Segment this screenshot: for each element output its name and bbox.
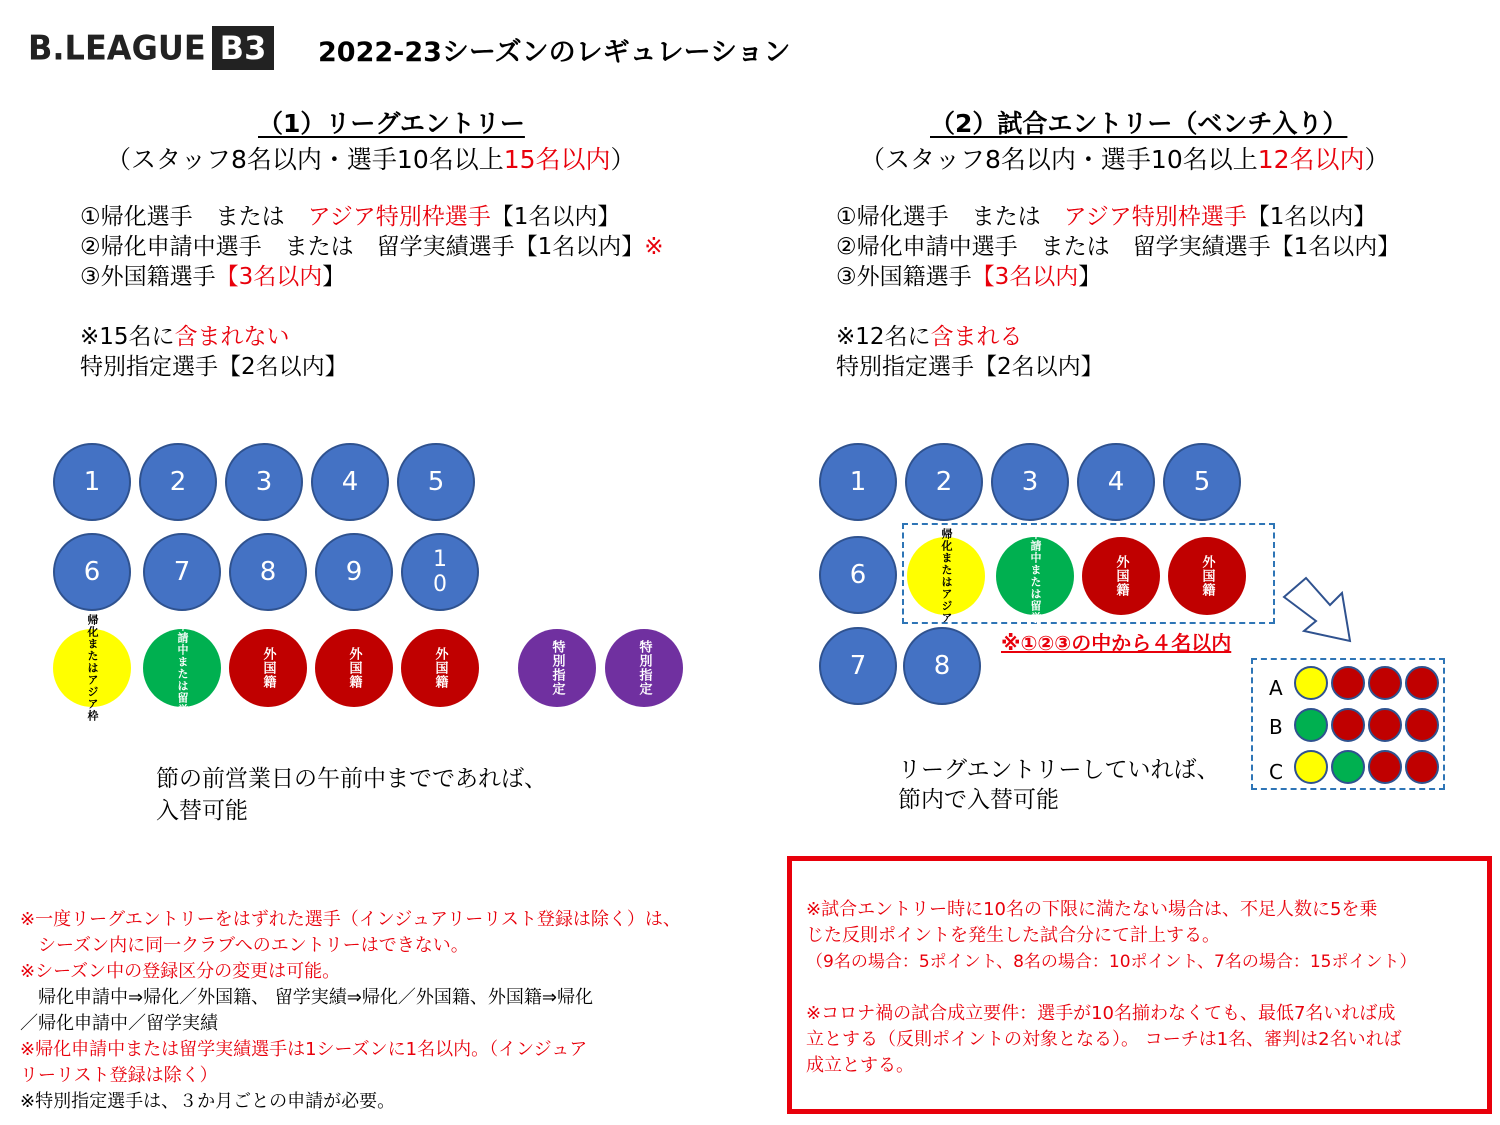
right-player-circle: 7	[819, 627, 897, 705]
left-rule-2-mark: ※	[644, 234, 664, 260]
combo-label: B	[1269, 715, 1283, 739]
left-section-title: （1）リーグエントリー	[258, 109, 525, 138]
special-designation-label: 特別指定	[636, 640, 652, 696]
applicant-or-study-circle	[996, 528, 1074, 624]
logo-text: B.LEAGUE	[28, 28, 206, 68]
naturalized-or-asia-label: 帰化またはアジア	[940, 528, 953, 624]
combo-dot	[1331, 708, 1365, 742]
right-sub-text: （スタッフ8名以内・選手10名以上	[860, 145, 1258, 174]
footnote-3	[20, 1037, 587, 1063]
special-designation-label: 特別指定	[549, 640, 565, 696]
right-rule-3-text: ③外国籍選手	[836, 264, 972, 290]
left-rule-3	[80, 262, 345, 292]
footnote-2-detail: 帰化申請中⇒帰化／外国籍、 留学実績⇒帰化／外国籍、外国籍⇒帰化	[20, 987, 593, 1008]
footnote-4: ※特別指定選手は、３か月ごとの申請が必要。	[20, 1091, 396, 1112]
foreign-player-circle	[401, 629, 479, 707]
special-designation-circle	[605, 629, 683, 707]
foreign-player-circle	[1168, 537, 1246, 615]
special-designation-circle	[518, 629, 596, 707]
right-swap-note-2: 節内で入替可能	[898, 787, 1059, 813]
right-section-title: （2）試合エントリー（ベンチ入り）	[930, 109, 1348, 138]
covid-rule-end: 成立とする。	[806, 1055, 914, 1076]
right-section-subtitle	[860, 140, 1390, 176]
foreign-player-label: 外国籍	[432, 647, 448, 689]
covid-rule-cont: 立とする（反則ポイントの対象となる）。 コーチは1名、審判は2名いれば	[806, 1029, 1402, 1050]
right-sub-close: ）	[1364, 145, 1390, 174]
left-note-red: 含まれない	[174, 324, 290, 350]
right-swap-note-1: リーグエントリーしていれば、	[898, 757, 1220, 783]
applicant-or-study-label: 申請中または留学	[176, 620, 189, 716]
left-rule-1-red: アジア特別枠選手	[307, 204, 491, 230]
foreign-player-circle	[315, 629, 393, 707]
combo-label: C	[1269, 760, 1283, 784]
left-rule-2	[80, 232, 664, 262]
right-rule-1-limit: 【1名以内】	[1246, 204, 1377, 230]
combo-dot	[1368, 708, 1402, 742]
combo-dot	[1368, 666, 1402, 700]
footnote-2: ※シーズン中の登録区分の変更は可能。	[20, 961, 341, 982]
left-rule-1-limit: 【1名以内】	[490, 204, 621, 230]
covid-rule: ※コロナ禍の試合成立要件：選手が10名揃わなくても、最低7名いれば成	[806, 1003, 1396, 1024]
foreign-player-label: 外国籍	[1199, 555, 1215, 597]
logo-badge: B3	[212, 26, 275, 70]
right-rule-1-red: アジア特別枠選手	[1063, 204, 1247, 230]
combo-dot	[1405, 708, 1439, 742]
foreign-player-label: 外国籍	[1113, 555, 1129, 597]
right-special: 特別指定選手【2名以内】	[836, 354, 1104, 380]
left-player-circle: 2	[139, 443, 217, 521]
left-rule-2-text: ②帰化申請中選手 または 留学実績選手【1名以内】	[80, 234, 645, 260]
left-note	[80, 322, 290, 352]
combo-dot	[1331, 750, 1365, 784]
footnote-3-text: ※帰化申請中または留学実績選手は1シーズンに1名以内。	[20, 1039, 490, 1060]
left-special: 特別指定選手【2名以内】	[80, 354, 348, 380]
foreign-player-circle	[1082, 537, 1160, 615]
right-player-circle: 1	[819, 443, 897, 521]
left-rule-3-text: ③外国籍選手	[80, 264, 216, 290]
right-rule-3-close: 】	[1078, 264, 1102, 290]
combo-dot	[1294, 666, 1328, 700]
right-player-circle: 3	[991, 443, 1069, 521]
left-player-10-label: 10	[427, 547, 453, 597]
right-player-circle: 2	[905, 443, 983, 521]
right-player-circle: 6	[819, 536, 897, 614]
right-rule-3	[836, 262, 1101, 292]
footnote-3-cont: リーリスト登録は除く）	[20, 1065, 218, 1086]
left-player-circle: 9	[315, 533, 393, 611]
naturalized-or-asia-circle	[53, 614, 131, 722]
combo-dot	[1405, 666, 1439, 700]
penalty-rule-1: ※試合エントリー時に10名の下限に満たない場合は、不足人数に5を乗	[806, 899, 1378, 920]
applicant-or-study-circle	[143, 620, 221, 716]
left-player-circle: 6	[53, 533, 131, 611]
left-player-circle: 5	[397, 443, 475, 521]
right-note	[836, 322, 1023, 352]
penalty-rule-1-cont: じた反則ポイントを発生した試合分にて計上する。	[806, 925, 1220, 946]
combo-dot	[1294, 708, 1328, 742]
foreign-player-label: 外国籍	[260, 647, 276, 689]
naturalized-or-asia-circle	[907, 528, 985, 624]
left-player-circle: 3	[225, 443, 303, 521]
right-rule-3-red: 【3名以内	[971, 264, 1079, 290]
left-player-circle: 4	[311, 443, 389, 521]
left-section-subtitle	[106, 140, 636, 176]
right-sub-red: 12名以内	[1257, 145, 1365, 174]
right-rule-2: ②帰化申請中選手 または 留学実績選手【1名以内】	[836, 234, 1401, 260]
left-player-circle	[401, 533, 479, 611]
left-swap-note-1: 節の前営業日の午前中までであれば、	[156, 766, 547, 792]
combo-dot	[1294, 750, 1328, 784]
footnote-3-paren: （インジュア	[489, 1039, 588, 1060]
footnote-1-cont: シーズン内に同一クラブへのエントリーはできない。	[20, 935, 469, 956]
down-right-arrow-icon	[1280, 575, 1355, 647]
right-player-circle: 5	[1163, 443, 1241, 521]
right-rule-1-text: ①帰化選手 または	[836, 204, 1064, 230]
left-rule-3-red: 【3名以内	[215, 264, 323, 290]
right-note-red: 含まれる	[930, 324, 1023, 350]
right-player-circle: 4	[1077, 443, 1155, 521]
applicant-or-study-label: 申請中または留学	[1029, 528, 1042, 624]
footnote-2-detail-cont: ／帰化申請中／留学実績	[20, 1013, 218, 1034]
box-selection-note: ※①②③の中から４名以内	[1001, 631, 1232, 655]
naturalized-or-asia-label: 帰化またはアジア枠	[86, 614, 99, 722]
left-player-circle: 8	[229, 533, 307, 611]
penalty-rule-1-detail: （9名の場合：5ポイント、8名の場合：10ポイント、7名の場合：15ポイント）	[806, 952, 1417, 972]
left-player-circle: 1	[53, 443, 131, 521]
left-swap-note-2: 入替可能	[156, 798, 248, 824]
combo-label: A	[1269, 676, 1283, 700]
b-league-logo	[28, 24, 282, 72]
left-note-text: ※15名に	[80, 324, 175, 350]
combo-dot	[1405, 750, 1439, 784]
combo-dot	[1368, 750, 1402, 784]
left-sub-close: ）	[610, 145, 636, 174]
footnote-1: ※一度リーグエントリーをはずれた選手（インジュアリーリスト登録は除く）は、	[20, 909, 681, 930]
left-sub-red: 15名以内	[503, 145, 611, 174]
right-note-text: ※12名に	[836, 324, 931, 350]
foreign-player-circle	[229, 629, 307, 707]
left-rule-1	[80, 202, 620, 232]
left-rule-3-close: 】	[322, 264, 346, 290]
foreign-player-label: 外国籍	[346, 647, 362, 689]
right-rule-1	[836, 202, 1376, 232]
right-player-circle: 8	[903, 627, 981, 705]
page-title: 2022-23シーズンのレギュレーション	[318, 37, 791, 68]
left-sub-text: （スタッフ8名以内・選手10名以上	[106, 145, 504, 174]
combo-dot	[1331, 666, 1365, 700]
left-player-circle: 7	[143, 533, 221, 611]
left-rule-1-text: ①帰化選手 または	[80, 204, 308, 230]
